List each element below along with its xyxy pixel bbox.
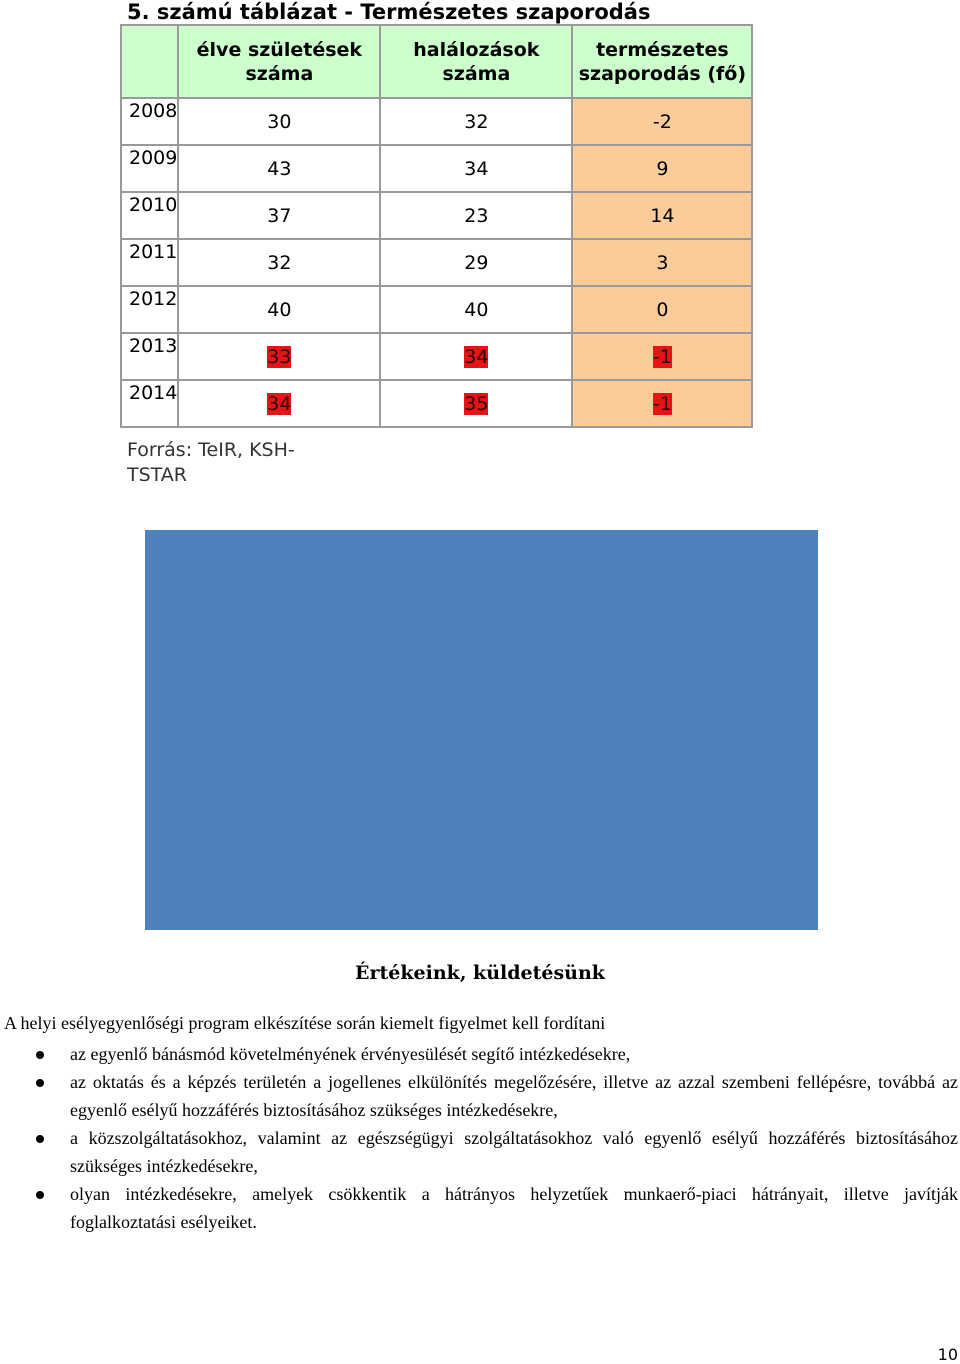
births-cell [178,333,380,380]
deaths-value: 35 [464,392,489,415]
natural-growth-cell: 3 [572,239,752,286]
bullet-icon [36,1191,44,1199]
table-row [121,145,752,192]
bullet-icon [36,1079,44,1087]
page-number: 10 [937,1345,958,1364]
natural-growth-cell [572,380,752,427]
table-row [121,192,752,239]
year-cell: 2014 [121,380,178,427]
deaths-cell: 40 [380,286,572,333]
births-cell: 43 [178,145,380,192]
section-heading: Értékeink, küldetésünk [355,962,605,984]
year-cell: 2010 [121,192,178,239]
list-item: az oktatás és a képzés területén a jogellenes elkülönítés megelőzésére, illetve az azzal szembeni fellépésre, továbbá az egyenlő esélyű hozzáférés biztosításához szükséges intézkedésekre, [70,1068,958,1124]
births-cell [178,380,380,427]
year-cell: 2009 [121,145,178,192]
list-item: az egyenlő bánásmód követelményének érvényesülését segítő intézkedésekre, [70,1040,958,1068]
natural-growth-cell: 0 [572,286,752,333]
header-births: élve születések száma [178,25,380,98]
year-cell: 2012 [121,286,178,333]
births-cell: 30 [178,98,380,145]
table-row [121,380,752,427]
bullet-icon [36,1135,44,1143]
year-cell: 2008 [121,98,178,145]
natural-growth-cell: 14 [572,192,752,239]
natural-growth-value: -1 [652,392,672,415]
year-cell: 2011 [121,239,178,286]
natural-growth-table [120,24,753,428]
table-row [121,239,752,286]
chart-placeholder [145,530,818,930]
table-source: Forrás: TeIR, KSH-TSTAR [127,439,295,486]
deaths-cell: 29 [380,239,572,286]
bullet-list [70,1040,958,1236]
deaths-value: 34 [464,345,489,368]
natural-growth-value: -1 [652,345,672,368]
natural-growth-cell [572,333,752,380]
deaths-cell [380,333,572,380]
deaths-cell: 32 [380,98,572,145]
table-header-row [121,25,752,98]
list-item: olyan intézkedésekre, amelyek csökkentik a hátrányos helyzetűek munkaerő-piaci hátrányait, illetve javítják foglalkoztatási esélyeiket. [70,1180,958,1236]
births-value: 34 [267,392,292,415]
bullet-icon [36,1051,44,1059]
births-cell: 32 [178,239,380,286]
list-item: a közszolgáltatásokhoz, valamint az egészségügyi szolgáltatásokhoz való egyenlő esélyű hozzáférés biztosításához szükséges intézkedésekre, [70,1124,958,1180]
intro-paragraph: A helyi esélyegyenlőségi program elkészítése során kiemelt figyelmet kell fordítani [4,1013,606,1033]
births-cell: 37 [178,192,380,239]
table-row [121,333,752,380]
year-cell: 2013 [121,333,178,380]
deaths-cell: 34 [380,145,572,192]
natural-growth-cell: -2 [572,98,752,145]
header-deaths: halálozások száma [380,25,572,98]
births-cell: 40 [178,286,380,333]
table-caption: 5. számú táblázat - Természetes szaporodás [127,0,651,24]
header-natural-growth: természetes szaporodás (fő) [572,25,752,98]
table-row [121,98,752,145]
births-value: 33 [267,345,292,368]
deaths-cell: 23 [380,192,572,239]
deaths-cell [380,380,572,427]
natural-growth-cell: 9 [572,145,752,192]
table-row [121,286,752,333]
header-year [121,25,178,98]
